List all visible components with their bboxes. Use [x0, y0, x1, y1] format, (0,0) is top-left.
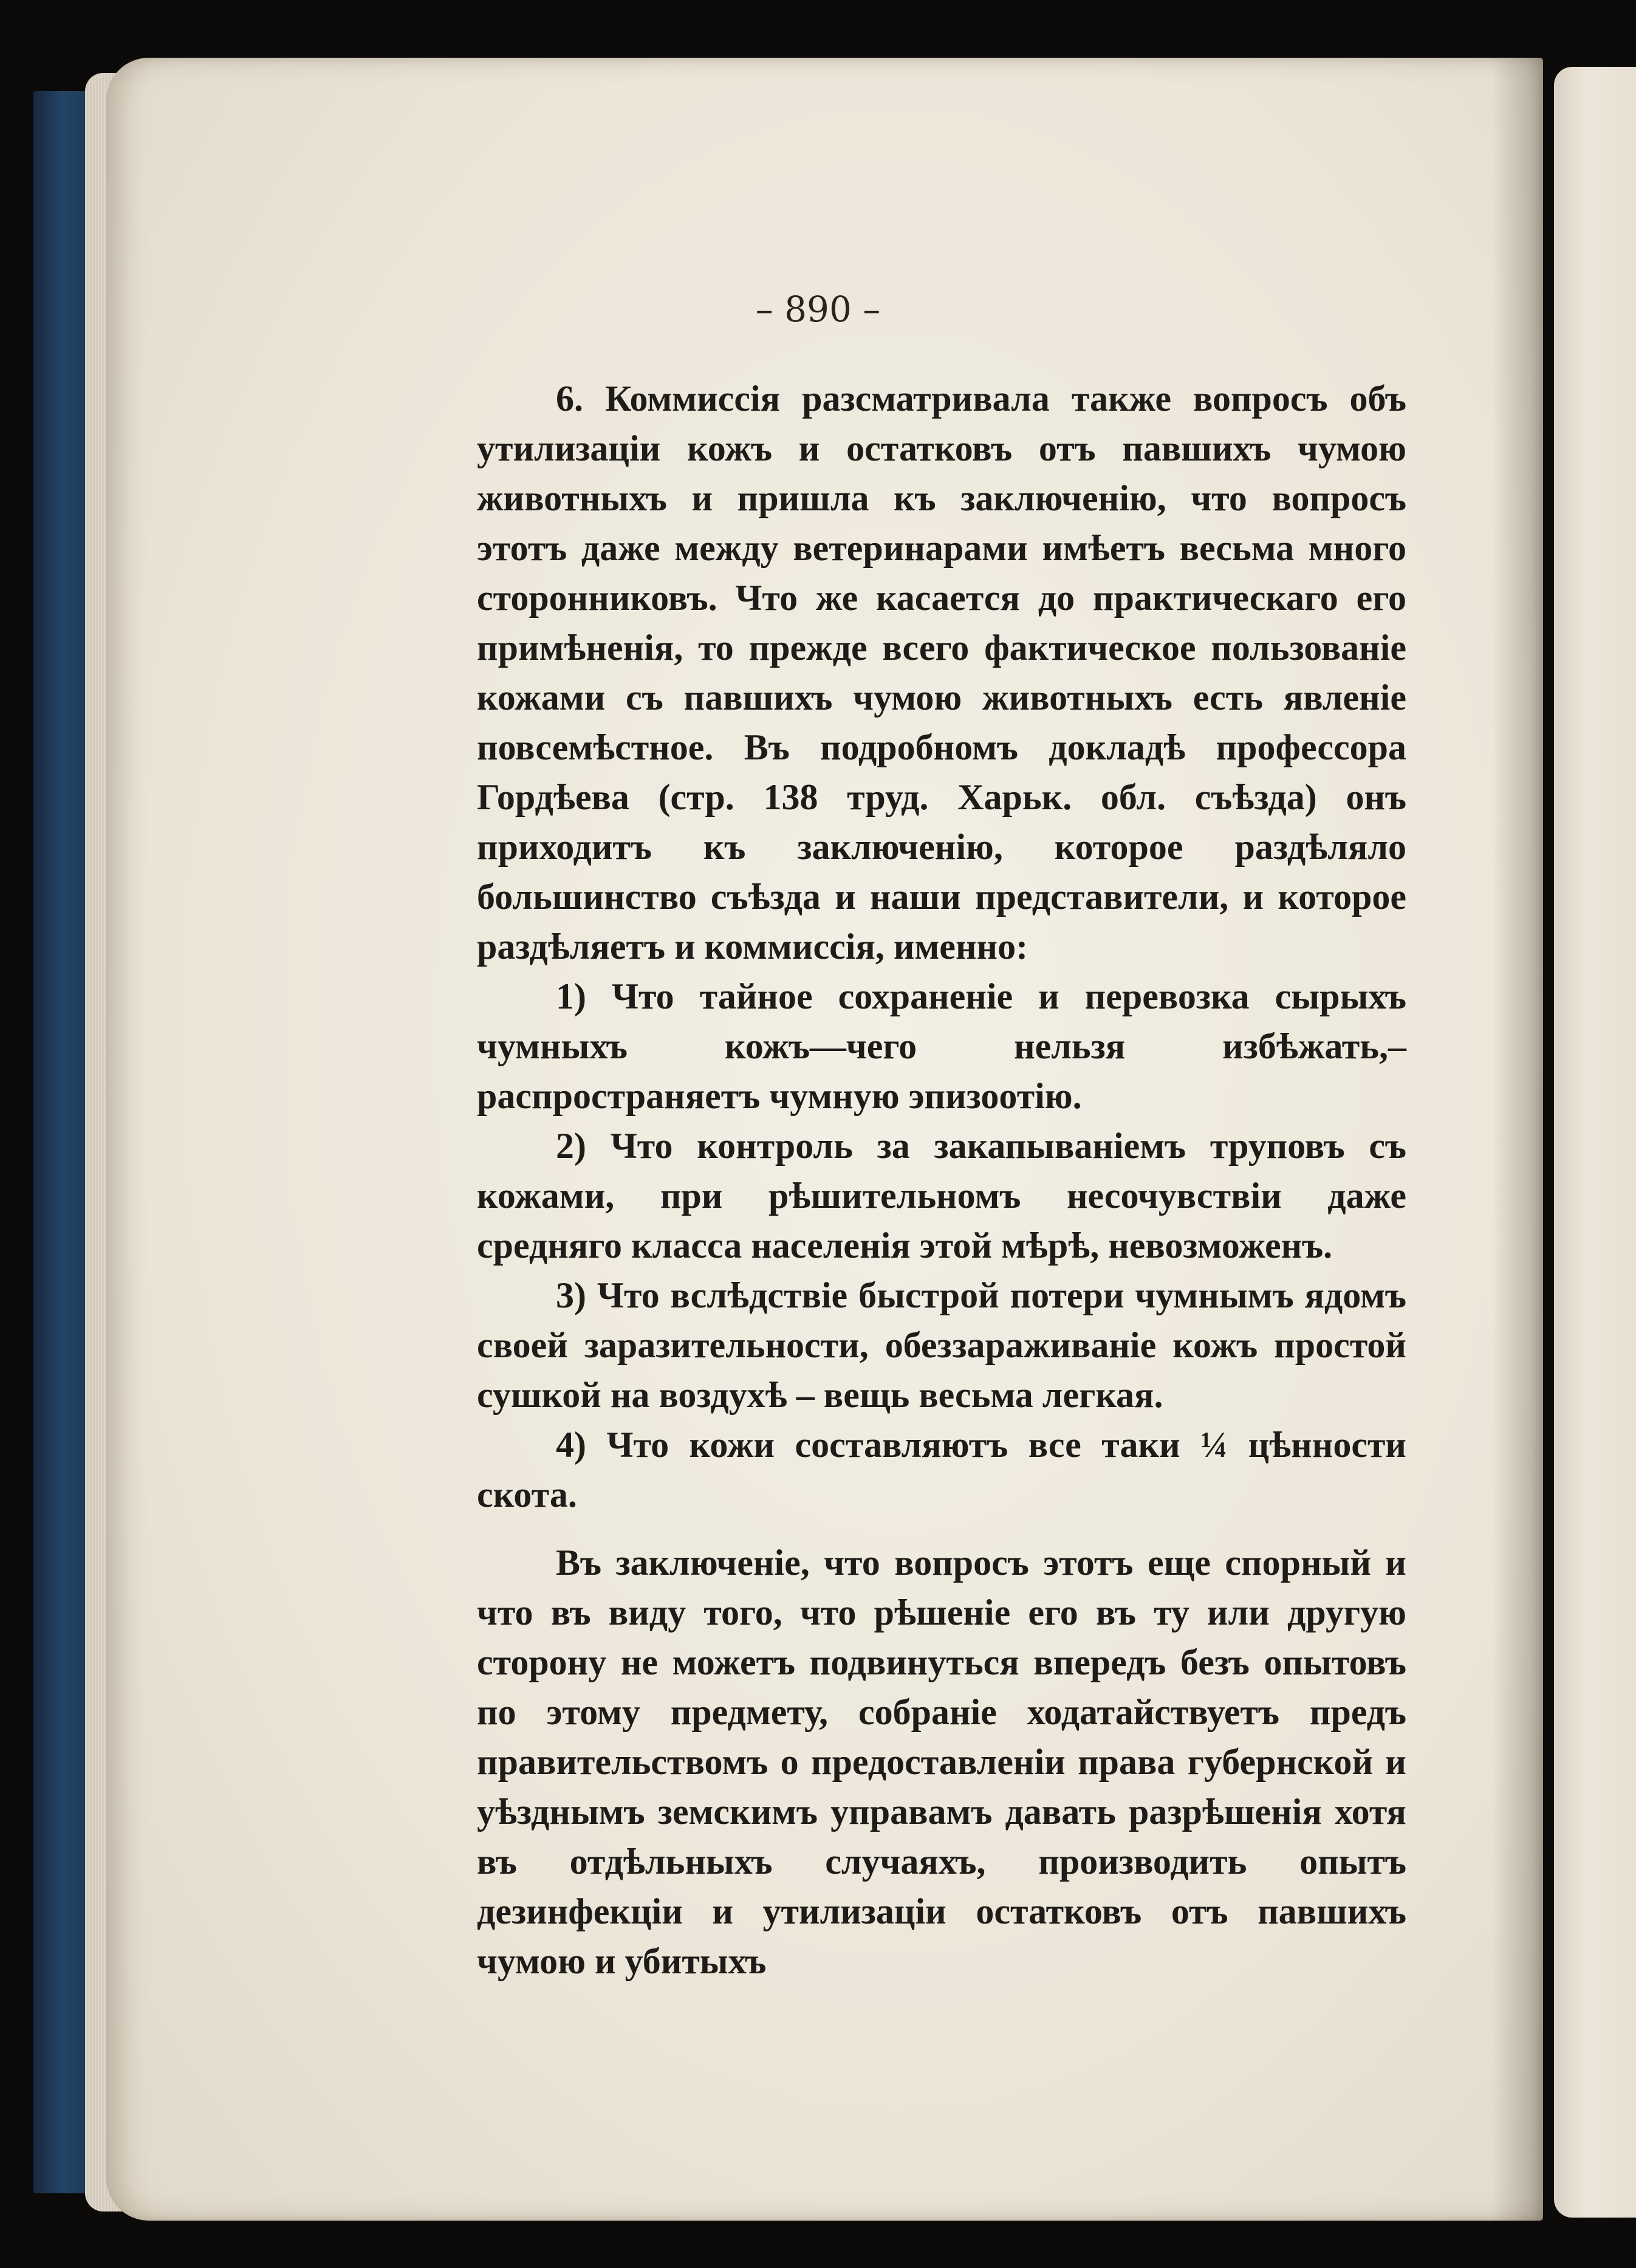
paragraph-commission: 6. Коммиссія разсматривала также вопросъ объ утилизаціи кожъ и остатковъ отъ павшихъ чумою животныхъ и пришла къ заключенію, что вопросъ этотъ даже между ветеринарами имѣетъ весьма много сторонниковъ. Что же касается до практическаго его примѣненія, то прежде всего фактическое пользованіе кожами съ павшихъ чумою животныхъ есть явленіе повсемѣстное. Въ подробномъ докладѣ профессора Гордѣева (стр. 138 труд. Харьк. обл. съѣзда) онъ приходитъ къ заключенію, которое раздѣляло большинство съѣзда и наши представители, и которое раздѣляетъ и коммиссія, именно:	[477, 379, 1406, 967]
page-text	[477, 374, 1406, 1986]
list-item-1: 1) Что тайное сохраненіе и перевозка сырыхъ чумныхъ кожъ—чего нельзя избѣжать,– распространяетъ чумную эпизоотію.	[477, 976, 1406, 1116]
paragraph-conclusion: Въ заключеніе, что вопросъ этотъ еще спорный и что въ виду того, что рѣшеніе его въ ту или другую сторону не можетъ подвинуться впередъ безъ опытовъ по этому предмету, собраніе ходатайствуетъ предъ правительствомъ о предоставленіи права губернской и уѣзднымъ земскимъ управамъ давать разрѣшенія хотя въ отдѣльныхъ случаяхъ, производить опытъ дезинфекціи и утилизаціи остатковъ отъ павшихъ чумою и убитыхъ	[477, 1543, 1406, 1981]
list-item-4: 4) Что кожи составляютъ все таки ¼ цѣнности скота.	[477, 1425, 1406, 1515]
gutter-shadow	[1491, 58, 1543, 2221]
page-number: – 890 –	[755, 289, 881, 330]
list-item-3: 3) Что вслѣдствіе быстрой потери чумнымъ ядомъ своей заразительности, обеззараживаніе кожъ простой сушкой на воздухѣ – вещь весьма легкая.	[477, 1275, 1406, 1415]
facing-page-edge	[1554, 67, 1636, 2218]
list-item-2: 2) Что контроль за закапываніемъ труповъ съ кожами, при рѣшительномъ несочувствіи даже средняго класса населенія этой мѣрѣ, невозможенъ.	[477, 1126, 1406, 1266]
